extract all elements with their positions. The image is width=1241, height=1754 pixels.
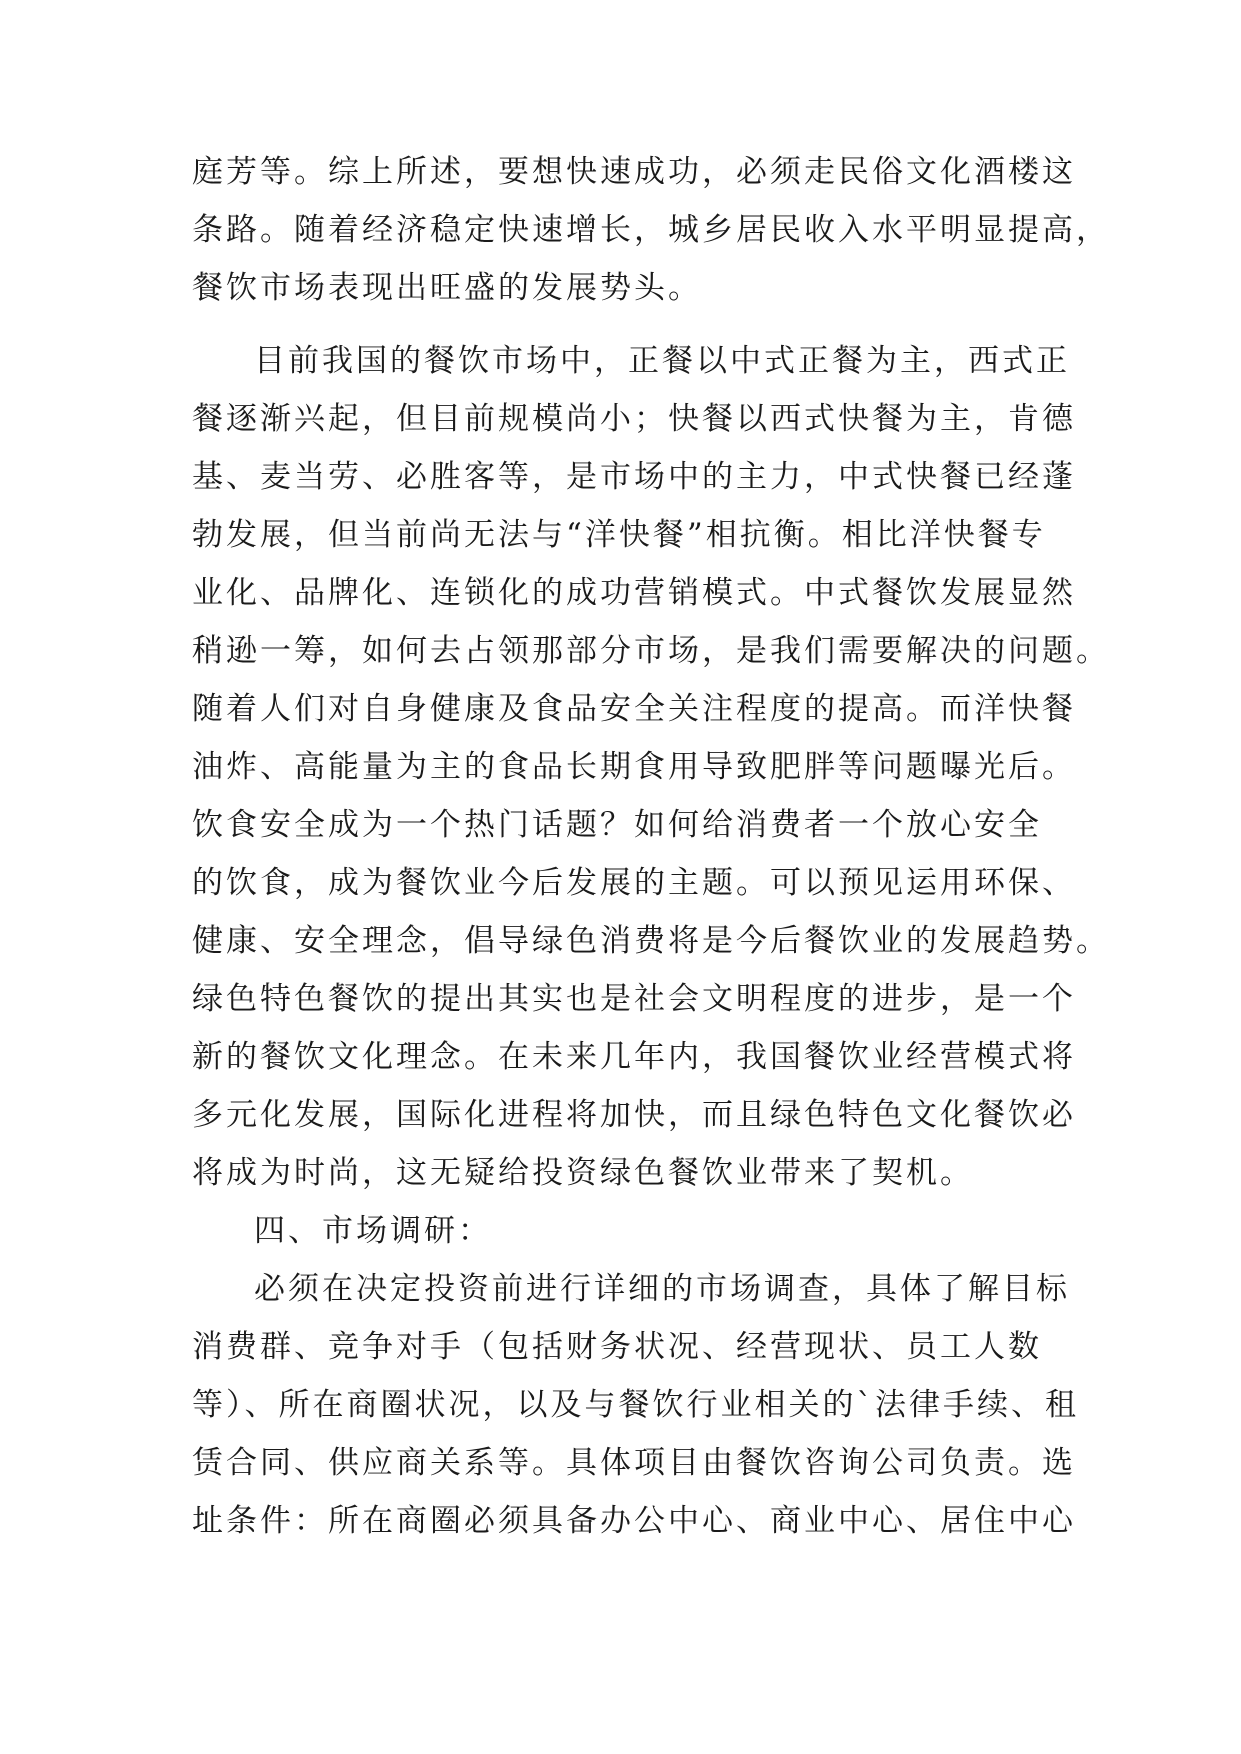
text-line: 消费群、竞争对手（包括财务状况、经营现状、员工人数 bbox=[192, 1329, 1042, 1365]
section-heading: 四、市场调研： bbox=[254, 1213, 492, 1249]
text-line: 将成为时尚，这无疑给投资绿色餐饮业带来了契机。 bbox=[192, 1155, 974, 1191]
text-line: 饮食安全成为一个热门话题？如何给消费者一个放心安全 bbox=[192, 807, 1042, 843]
text-line: 址条件：所在商圈必须具备办公中心、商业中心、居住中心 bbox=[192, 1503, 1076, 1539]
text-line: 业化、品牌化、连锁化的成功营销模式。中式餐饮发展显然 bbox=[192, 575, 1076, 611]
text-line: 稍逊一筹，如何去占领那部分市场，是我们需要解决的问题。 bbox=[192, 633, 1110, 669]
text-line: 油炸、高能量为主的食品长期食用导致肥胖等问题曝光后。 bbox=[192, 749, 1076, 785]
text-line: 餐逐渐兴起，但目前规模尚小；快餐以西式快餐为主，肯德 bbox=[192, 401, 1076, 437]
text-line: 庭芳等。综上所述，要想快速成功，必须走民俗文化酒楼这 bbox=[192, 154, 1076, 190]
text-line: 随着人们对自身健康及食品安全关注程度的提高。而洋快餐 bbox=[192, 691, 1076, 727]
text-line: 新的餐饮文化理念。在未来几年内，我国餐饮业经营模式将 bbox=[192, 1039, 1076, 1075]
text-line: 条路。随着经济稳定快速增长，城乡居民收入水平明显提高， bbox=[192, 212, 1110, 248]
text-line: 多元化发展，国际化进程将加快，而且绿色特色文化餐饮必 bbox=[192, 1097, 1076, 1133]
text-line: 的饮食，成为餐饮业今后发展的主题。可以预见运用环保、 bbox=[192, 865, 1076, 901]
text-line: 等）、所在商圈状况，以及与餐饮行业相关的`法律手续、租 bbox=[192, 1387, 1079, 1423]
text-line: 目前我国的餐饮市场中，正餐以中式正餐为主，西式正 bbox=[254, 343, 1070, 379]
text-line: 餐饮市场表现出旺盛的发展势头。 bbox=[192, 270, 702, 306]
text-line: 赁合同、供应商关系等。具体项目由餐饮咨询公司负责。选 bbox=[192, 1445, 1076, 1481]
text-line: 勃发展，但当前尚无法与“洋快餐”相抗衡。相比洋快餐专 bbox=[192, 517, 1046, 553]
text-line: 必须在决定投资前进行详细的市场调查，具体了解目标 bbox=[254, 1271, 1070, 1307]
text-line: 绿色特色餐饮的提出其实也是社会文明程度的进步，是一个 bbox=[192, 981, 1076, 1017]
text-line: 健康、安全理念，倡导绿色消费将是今后餐饮业的发展趋势。 bbox=[192, 923, 1110, 959]
text-line: 基、麦当劳、必胜客等，是市场中的主力，中式快餐已经蓬 bbox=[192, 459, 1076, 495]
